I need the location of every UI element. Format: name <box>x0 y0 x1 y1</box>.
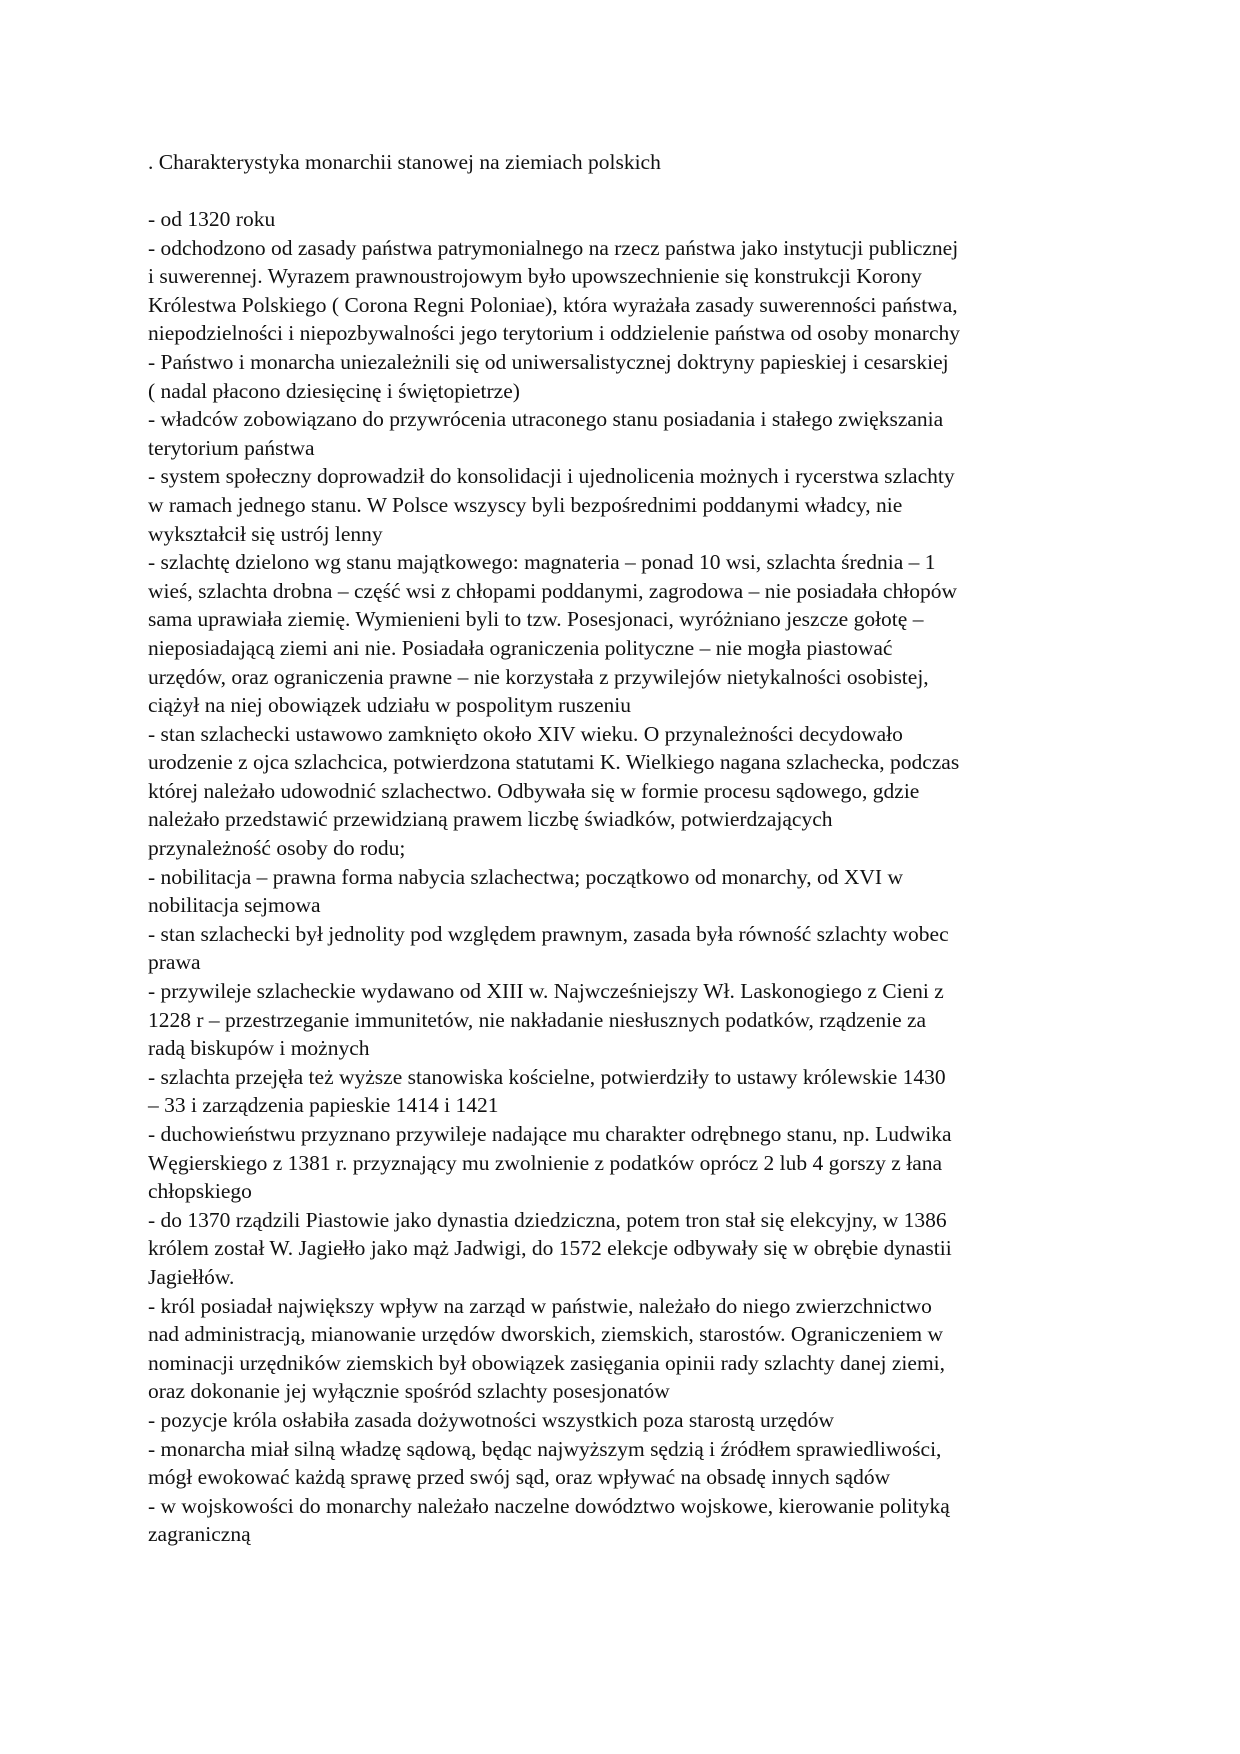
text-line: - od 1320 roku <box>148 207 276 231</box>
text-line: - stan szlachecki ustawowo zamknięto około XIV wieku. O przynależności decydowało <box>148 721 903 746</box>
text-line: której należało udowodnić szlachectwo. Odbywała się w formie procesu sądowego, gdzie <box>148 778 920 803</box>
text-line: wykształcił się ustrój lenny <box>148 521 383 546</box>
text-line: - w wojskowości do monarchy należało naczelne dowództwo wojskowe, kierowanie polityką <box>148 1493 950 1518</box>
text-line: - system społeczny doprowadził do konsolidacji i ujednolicenia możnych i rycerstwa szlachty <box>148 464 955 489</box>
document-body <box>148 205 1148 1549</box>
text-line: Węgierskiego z 1381 r. przyznający mu zwolnienie z podatków oprócz 2 lub 4 gorszy z łana <box>148 1150 943 1175</box>
text-line: - duchowieństwu przyznano przywileje nadające mu charakter odrębnego stanu, np. Ludwika <box>148 1122 952 1146</box>
text-line: wieś, szlachta drobna – część wsi z chłopami poddanymi, zagrodowa – nie posiadała chłopów <box>148 578 957 603</box>
text-line: - szlachta przejęła też wyższe stanowiska kościelne, potwierdziły to ustawy królewskie 1430 <box>148 1064 946 1089</box>
text-line: radą biskupów i możnych <box>148 1036 370 1061</box>
text-line: Królestwa Polskiego ( Corona Regni Poloniae), która wyrażała zasady suwerenności państwa, <box>148 292 958 317</box>
text-line: - szlachtę dzielono wg stanu majątkowego: magnateria – ponad 10 wsi, szlachta średnia – 1 <box>148 550 936 575</box>
text-line: urodzenie z ojca szlachcica, potwierdzona statutami K. Wielkiego nagana szlachecka, podczas <box>148 750 960 775</box>
text-line: ( nadal płacono dziesięcinę i świętopietrze) <box>148 378 520 403</box>
text-line: - władców zobowiązano do przywrócenia utraconego stanu posiadania i stałego zwiększania <box>148 407 944 432</box>
text-line: - Państwo i monarcha uniezależnili się od uniwersalistycznej doktryny papieskiej i cesarskiej <box>148 349 949 374</box>
text-line: mógł ewokować każdą sprawę przed swój sąd, oraz wpływać na obsadę innych sądów <box>148 1465 891 1490</box>
text-line: nad administracją, mianowanie urzędów dworskich, ziemskich, starostów. Ograniczeniem w <box>148 1322 944 1347</box>
text-line: należało przedstawić przewidzianą prawem liczbę świadków, potwierdzających <box>148 807 833 832</box>
text-line: sama uprawiała ziemię. Wymienieni byli to tzw. Posesjonaci, wyróżniano jeszcze gołotę – <box>148 607 924 632</box>
text-line: nobilitacja sejmowa <box>148 893 321 918</box>
text-line: – 33 i zarządzenia papieskie 1414 i 1421 <box>148 1093 499 1118</box>
text-line: ciążył na niej obowiązek udziału w pospolitym ruszeniu <box>148 693 632 718</box>
text-line: w ramach jednego stanu. W Polsce wszyscy byli bezpośrednimi poddanymi władcy, nie <box>148 492 903 517</box>
text-line: niepodzielności i niepozbywalności jego terytorium i oddzielenie państwa od osoby monarchy <box>148 321 961 346</box>
text-line: - odchodzono od zasady państwa patrymonialnego na rzecz państwa jako instytucji publicznej <box>148 235 959 260</box>
text-line: urzędów, oraz ograniczenia prawne – nie korzystała z przywilejów nietykalności osobistej, <box>148 664 929 689</box>
text-line: oraz dokonanie jej wyłącznie spośród szlachty posesjonatów <box>148 1379 670 1404</box>
text-line: - stan szlachecki był jednolity pod względem prawnym, zasada była równość szlachty wobec <box>148 921 949 946</box>
text-line: - pozycje króla osłabiła zasada dożywotności wszystkich poza starostą urzędów <box>148 1407 834 1432</box>
text-line: prawa <box>148 950 201 975</box>
text-line: Jagiełłów. <box>148 1264 235 1289</box>
text-line: - do 1370 rządzili Piastowie jako dynastia dziedziczna, potem tron stał się elekcyjny, w 1386 <box>148 1207 947 1232</box>
text-line: nieposiadającą ziemi ani nie. Posiadała ograniczenia polityczne – nie mogła piastować <box>148 635 893 660</box>
document-title: . Charakterystyka monarchii stanowej na ziemiach polskich <box>148 150 661 174</box>
text-line: terytorium państwa <box>148 435 315 460</box>
text-line: i suwerennej. Wyrazem prawnoustrojowym było upowszechnienie się konstrukcji Korony <box>148 264 922 289</box>
text-line: królem został W. Jagiełło jako mąż Jadwigi, do 1572 elekcje odbywały się w obrębie dynastii <box>148 1236 952 1261</box>
text-line: nominacji urzędników ziemskich był obowiązek zasięgania opinii rady szlachty danej ziemi, <box>148 1350 946 1375</box>
text-line: chłopskiego <box>148 1179 252 1204</box>
text-line: - przywileje szlacheckie wydawano od XIII w. Najwcześniejszy Wł. Laskonogiego z Cieni z <box>148 979 944 1004</box>
text-line: - król posiadał największy wpływ na zarząd w państwie, należało do niego zwierzchnictwo <box>148 1293 932 1318</box>
text-line: przynależność osoby do rodu; <box>148 836 406 861</box>
text-line: - nobilitacja – prawna forma nabycia szlachectwa; początkowo od monarchy, od XVI w <box>148 864 903 889</box>
text-line: 1228 r – przestrzeganie immunitetów, nie nakładanie niesłusznych podatków, rządzenie za <box>148 1007 927 1032</box>
text-line: zagraniczną <box>148 1522 251 1547</box>
text-line: - monarcha miał silną władzę sądową, będąc najwyższym sędzią i źródłem sprawiedliwości, <box>148 1436 942 1461</box>
